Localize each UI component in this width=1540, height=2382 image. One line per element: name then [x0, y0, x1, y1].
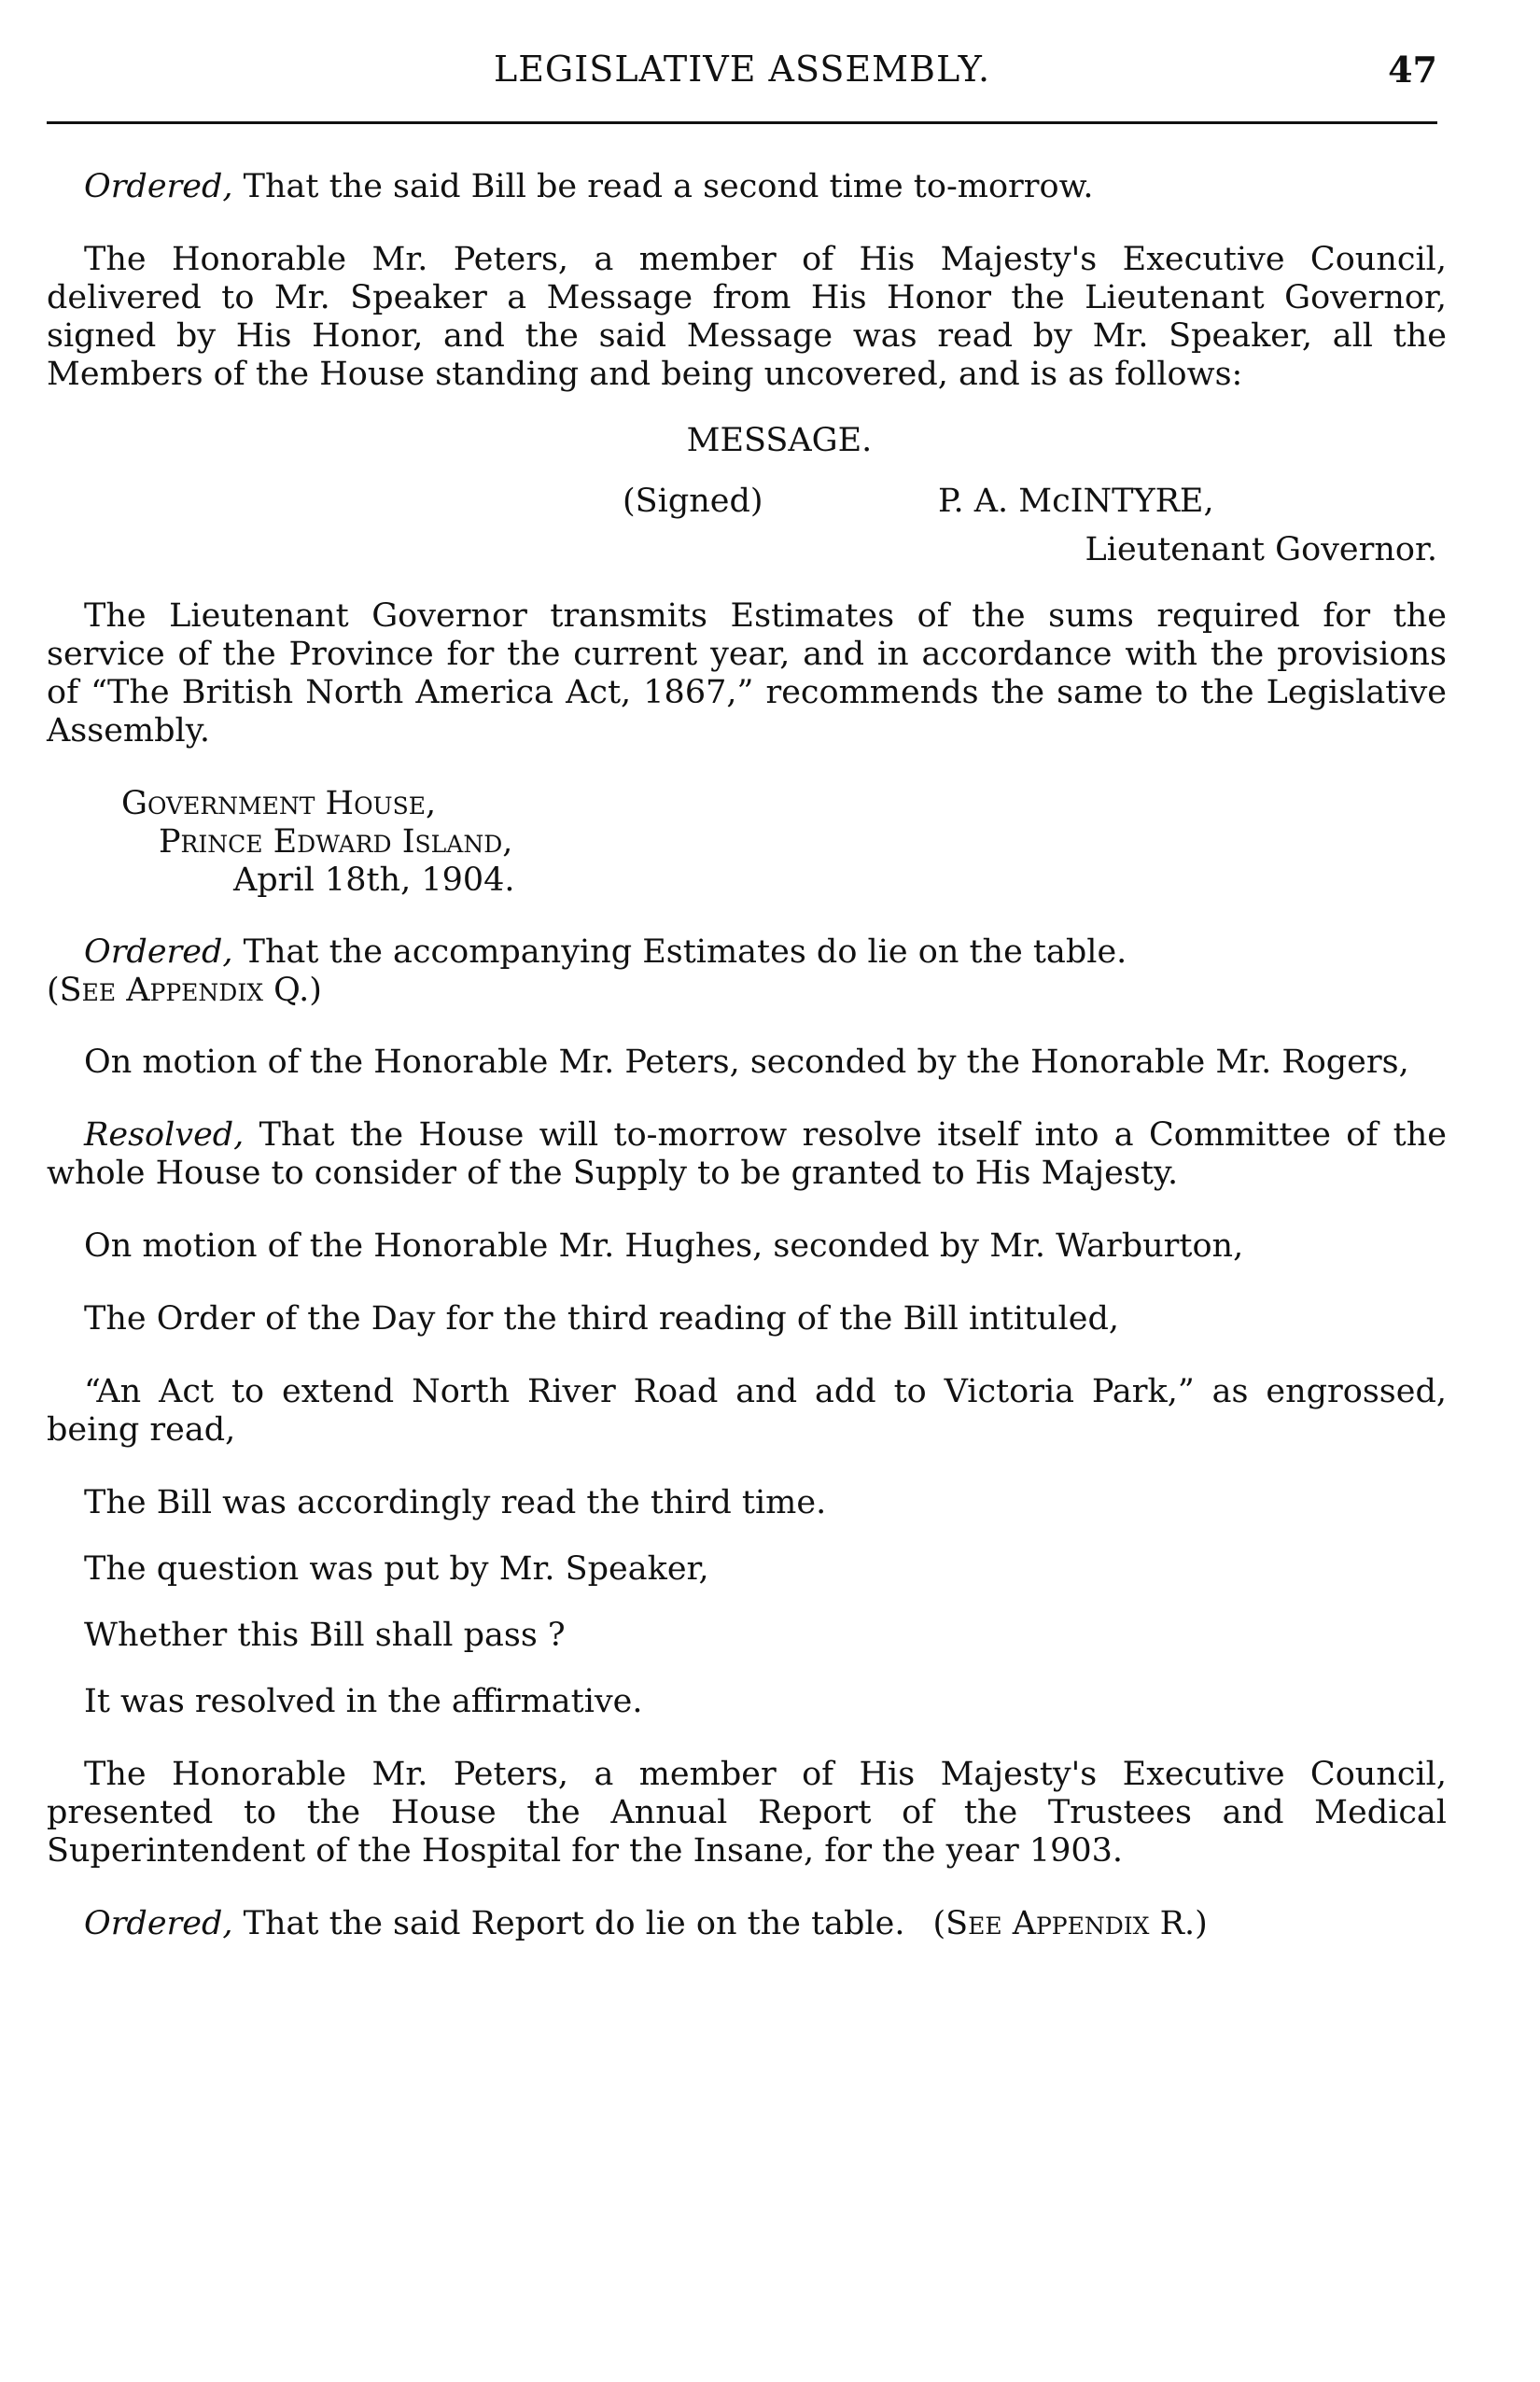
- ordered-word: Ordered,: [84, 933, 233, 971]
- signed-label: (Signed): [623, 483, 763, 520]
- paragraph-question: Whether this Bill shall pass ?: [84, 1617, 566, 1654]
- address-line-province: Prince Edward Island,: [159, 823, 513, 861]
- ordered-word: Ordered,: [84, 168, 233, 205]
- resolved-word: Resolved,: [84, 1116, 245, 1154]
- paragraph-third-reading: The Bill was accordingly read the third time.: [84, 1484, 827, 1521]
- address-line-government-house: Government House,: [121, 785, 437, 822]
- paragraph-ordered-report: [47, 1905, 1447, 1943]
- running-title: LEGISLATIVE ASSEMBLY.: [493, 49, 991, 90]
- signer-title: Lieutenant Governor.: [1085, 531, 1437, 568]
- address-block: [47, 785, 1447, 900]
- ordered-word: Ordered,: [84, 1905, 233, 1942]
- paragraph-ordered-estimates: [47, 933, 1447, 1010]
- message-heading: MESSAGE.: [686, 422, 873, 459]
- page-header: [47, 49, 1437, 105]
- paragraph-text: That the said Bill be read a second time to-morrow.: [232, 168, 1094, 205]
- appendix-reference: (See Appendix R.): [932, 1905, 1208, 1942]
- paragraph-resolved-supply: [47, 1116, 1447, 1193]
- paragraph-act-title: “An Act to extend North River Road and add to Victoria Park,” as engrossed, being read,: [47, 1373, 1447, 1449]
- header-rule: [47, 121, 1437, 124]
- signature-line: [47, 483, 1447, 521]
- paragraph-hospital-report: The Honorable Mr. Peters, a member of His Majesty's Executive Council, presented to the House the Annual Report of the Trustees and Medical Superintendent of the Hospital for the Insane, for the year 1903.: [47, 1756, 1447, 1870]
- paragraph-message-delivery: The Honorable Mr. Peters, a member of His Majesty's Executive Council, delivered to Mr. Speaker a Message from His Honor the Lieutenant Governor, signed by His Honor, and the said Message was read by Mr. Speaker, all the Members of the House standing and being uncovered, and is as follows:: [47, 241, 1447, 393]
- paragraph-text: That the House will to-morrow resolve itself into a Committee of the whole House to consider of the Supply to be granted to His Majesty.: [47, 1116, 1447, 1192]
- paragraph-affirmative: It was resolved in the affirmative.: [84, 1683, 643, 1720]
- paragraph-ordered-second-reading: [47, 168, 1447, 206]
- address-line-date: April 18th, 1904.: [233, 862, 515, 899]
- page-number: 47: [1388, 49, 1437, 91]
- page-body: [47, 168, 1447, 1978]
- paragraph-motion-hughes: On motion of the Honorable Mr. Hughes, seconded by Mr. Warburton,: [84, 1227, 1244, 1265]
- appendix-reference: (See Appendix Q.): [47, 972, 322, 1009]
- paragraph-estimates-transmittal: The Lieutenant Governor transmits Estimates of the sums required for the service of the Province for the current year, and in accordance with the provisions of “The British North America Act, 1867,” recommends the same to the Legislative Assembly.: [47, 597, 1447, 750]
- paragraph-question-put: The question was put by Mr. Speaker,: [84, 1550, 709, 1588]
- paragraph-order-of-day: The Order of the Day for the third reading of the Bill intituled,: [84, 1300, 1119, 1338]
- paragraph-text: That the accompanying Estimates do lie on the table.: [232, 933, 1127, 971]
- signer-name: P. A. McINTYRE,: [938, 483, 1214, 520]
- paragraph-motion-peters: On motion of the Honorable Mr. Peters, seconded by the Honorable Mr. Rogers,: [84, 1044, 1409, 1081]
- paragraph-text: That the said Report do lie on the table.: [232, 1905, 905, 1942]
